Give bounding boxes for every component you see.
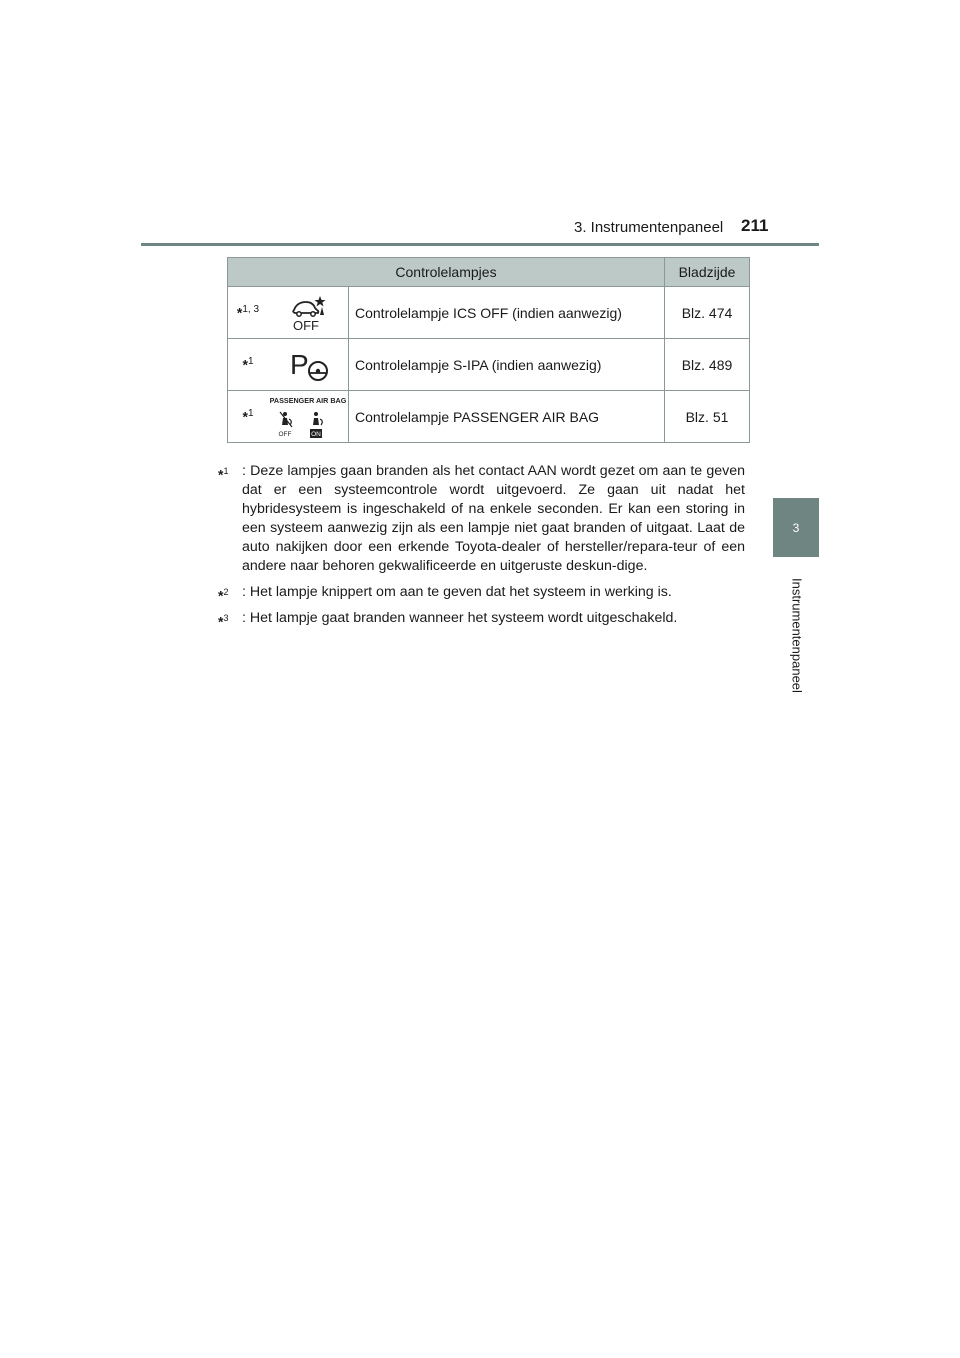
table-row — [228, 287, 750, 339]
chapter-tab[interactable] — [773, 498, 819, 557]
column-header-lamps: Controlelampjes — [228, 258, 665, 287]
footnote-mark: *$^3$ — [218, 613, 229, 630]
table-row — [228, 339, 750, 391]
footnote — [218, 609, 745, 628]
svg-text:OFF: OFF — [293, 317, 319, 333]
svg-text:OFF: OFF — [278, 430, 292, 438]
warning-lamps-table — [227, 257, 750, 443]
footnotes — [218, 462, 745, 635]
footnote — [218, 583, 745, 602]
footnote-ref: *$^{1, 3}$ — [228, 287, 269, 339]
chapter-label: Instrumentenpaneel — [789, 577, 805, 693]
lamp-description: Controlelampje ICS OFF (indien aanwezig) — [349, 287, 665, 339]
lamp-description: Controlelampje PASSENGER AIR BAG — [349, 391, 665, 443]
footnote-text: : Deze lampjes gaan branden als het contact AAN wordt gezet om aan te geven dat er een systeemcontrole wordt uitgevoerd. Ze gaan uit nadat het hybridesysteem is ingeschakeld of na enkele seconden. Er kan een storing in een systeem aanwezig zijn als een lampje niet gaat branden of uitgaat. Laat de auto nakijken door een erkende Toyota-dealer of hersteller/repara-teur of een andere naar behoren gekwalificeerde en uitgeruste deskun-dige. — [242, 463, 745, 574]
ics-off-icon — [268, 287, 349, 339]
table-row — [228, 391, 750, 443]
page-reference-link[interactable]: Blz. 474 — [665, 287, 750, 339]
footnote-ref: *$^1$ — [228, 391, 269, 443]
section-title: 3. Instrumentenpaneel — [574, 219, 724, 236]
footnote-text: : Het lampje gaat branden wanneer het systeem wordt uitgeschakeld. — [242, 610, 678, 626]
svg-text:ON: ON — [311, 430, 321, 438]
svg-text:PASSENGER AIR BAG: PASSENGER AIR BAG — [269, 395, 347, 405]
lamp-description: Controlelampje S-IPA (indien aanwezig) — [349, 339, 665, 391]
passenger-airbag-icon — [268, 391, 349, 443]
chapter-number: 3 — [792, 520, 800, 535]
footnote — [218, 462, 745, 576]
footnote-mark: *$^2$ — [218, 587, 229, 604]
footnote-text: : Het lampje knippert om aan te geven dat het systeem in werking is. — [242, 584, 672, 600]
page-number: 211 — [741, 216, 769, 235]
s-ipa-icon — [268, 339, 349, 391]
page-reference-link[interactable]: Blz. 51 — [665, 391, 750, 443]
svg-text:P: P — [290, 348, 309, 380]
column-header-page: Bladzijde — [665, 258, 750, 287]
page-reference-link[interactable]: Blz. 489 — [665, 339, 750, 391]
footnote-ref: *$^1$ — [228, 339, 269, 391]
table-header-row — [228, 258, 750, 287]
footnote-mark: *$^1$ — [218, 466, 229, 483]
header-divider — [141, 243, 819, 246]
